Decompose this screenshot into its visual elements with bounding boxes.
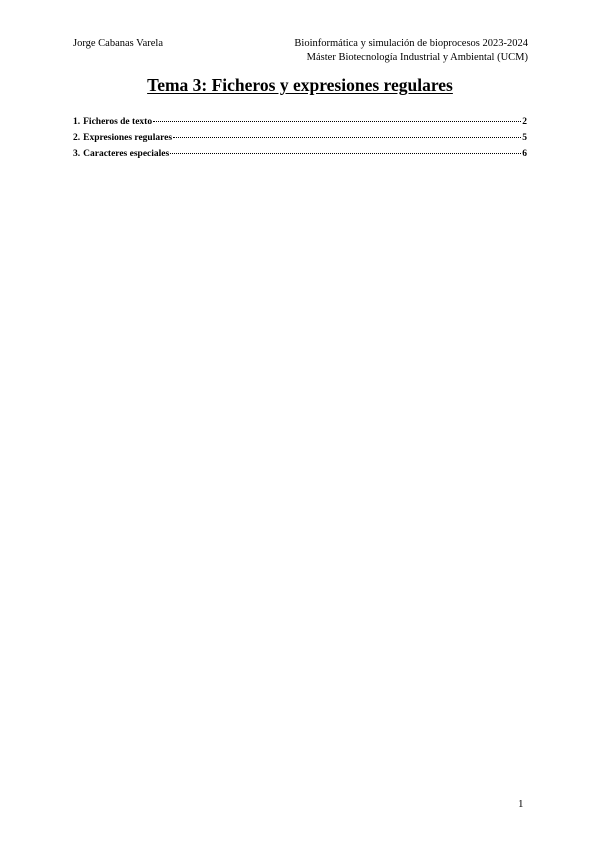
header-author: Jorge Cabanas Varela (73, 38, 163, 49)
toc-entry-page: 2 (522, 117, 527, 127)
toc-entry-title: Expresiones regulares (83, 133, 173, 143)
toc-entry-page: 6 (522, 149, 527, 159)
footer-page-number: 1 (518, 798, 524, 810)
header-course-info (294, 37, 528, 65)
toc-entry-number: 2. (73, 133, 81, 143)
toc-entry-number: 3. (73, 149, 81, 159)
page-title: Tema 3: Ficheros y expresiones regulares (147, 75, 453, 95)
toc-entry-title: Caracteres especiales (83, 149, 170, 159)
header-program: Máster Biotecnología Industrial y Ambiental (UCM) (306, 52, 528, 63)
toc-dot-leader (170, 143, 521, 154)
toc-dot-leader (173, 127, 521, 138)
table-of-contents (73, 113, 527, 161)
toc-entry-3[interactable] (73, 145, 527, 161)
toc-dot-leader (153, 111, 521, 122)
toc-entry-number: 1. (73, 117, 81, 127)
toc-entry-page: 5 (522, 133, 527, 143)
header-course: Bioinformática y simulación de bioprocesos 2023-2024 (294, 38, 528, 49)
toc-entry-title: Ficheros de texto (83, 117, 153, 127)
